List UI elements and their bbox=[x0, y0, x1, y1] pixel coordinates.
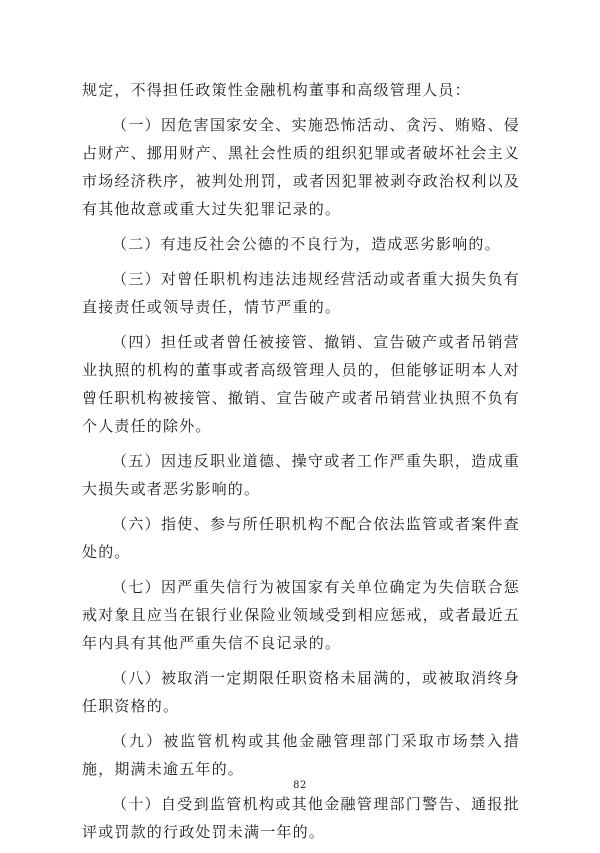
paragraph-item-9: （九）被监管机构或其他金融管理部门采取市场禁入措施，期满未逾五年的。 bbox=[82, 732, 520, 778]
paragraph-item-8: （八）被取消一定期限任职资格未届满的，或被取消终身任职资格的。 bbox=[82, 669, 520, 715]
paragraph-item-5: （五）因违反职业道德、操守或者工作严重失职，造成重大损失或者恶劣影响的。 bbox=[82, 452, 520, 498]
paragraph-item-10: （十）自受到监管机构或其他金融管理部门警告、通报批评或罚款的行政处罚未满一年的。 bbox=[82, 795, 520, 841]
page-number: 82 bbox=[293, 780, 307, 791]
paragraph-item-3: （三）对曾任职机构违法违规经营活动或者重大损失负有直接责任或领导责任，情节严重的。 bbox=[82, 270, 520, 316]
paragraph-item-4: （四）担任或者曾任被接管、撤销、宣告破产或者吊销营业执照的机构的董事或者高级管理人员的，但能够证明本人对曾任职机构被接管、撤销、宣告破产或者吊销营业执照不负有个人责任的除外。 bbox=[82, 333, 520, 435]
paragraph-item-6: （六）指使、参与所任职机构不配合依法监管或者案件查处的。 bbox=[82, 515, 520, 561]
paragraph-item-1: （一）因危害国家安全、实施恐怖活动、贪污、贿赂、侵占财产、挪用财产、黑社会性质的组织犯罪或者破坏社会主义市场经济秩序，被判处刑罚，或者因犯罪被剥夺政治权利以及有其他故意或重大过失犯罪记录的。 bbox=[82, 116, 520, 218]
paragraph-item-7: （七）因严重失信行为被国家有关单位确定为失信联合惩戒对象且应当在银行业保险业领域受到相应惩戒，或者最近五年内具有其他严重失信不良记录的。 bbox=[82, 578, 520, 652]
paragraph-intro: 规定，不得担任政策性金融机构董事和高级管理人员： bbox=[82, 81, 471, 99]
document-body bbox=[82, 76, 520, 853]
paragraph-item-2: （二）有违反社会公德的不良行为，造成恶劣影响的。 bbox=[112, 235, 501, 253]
